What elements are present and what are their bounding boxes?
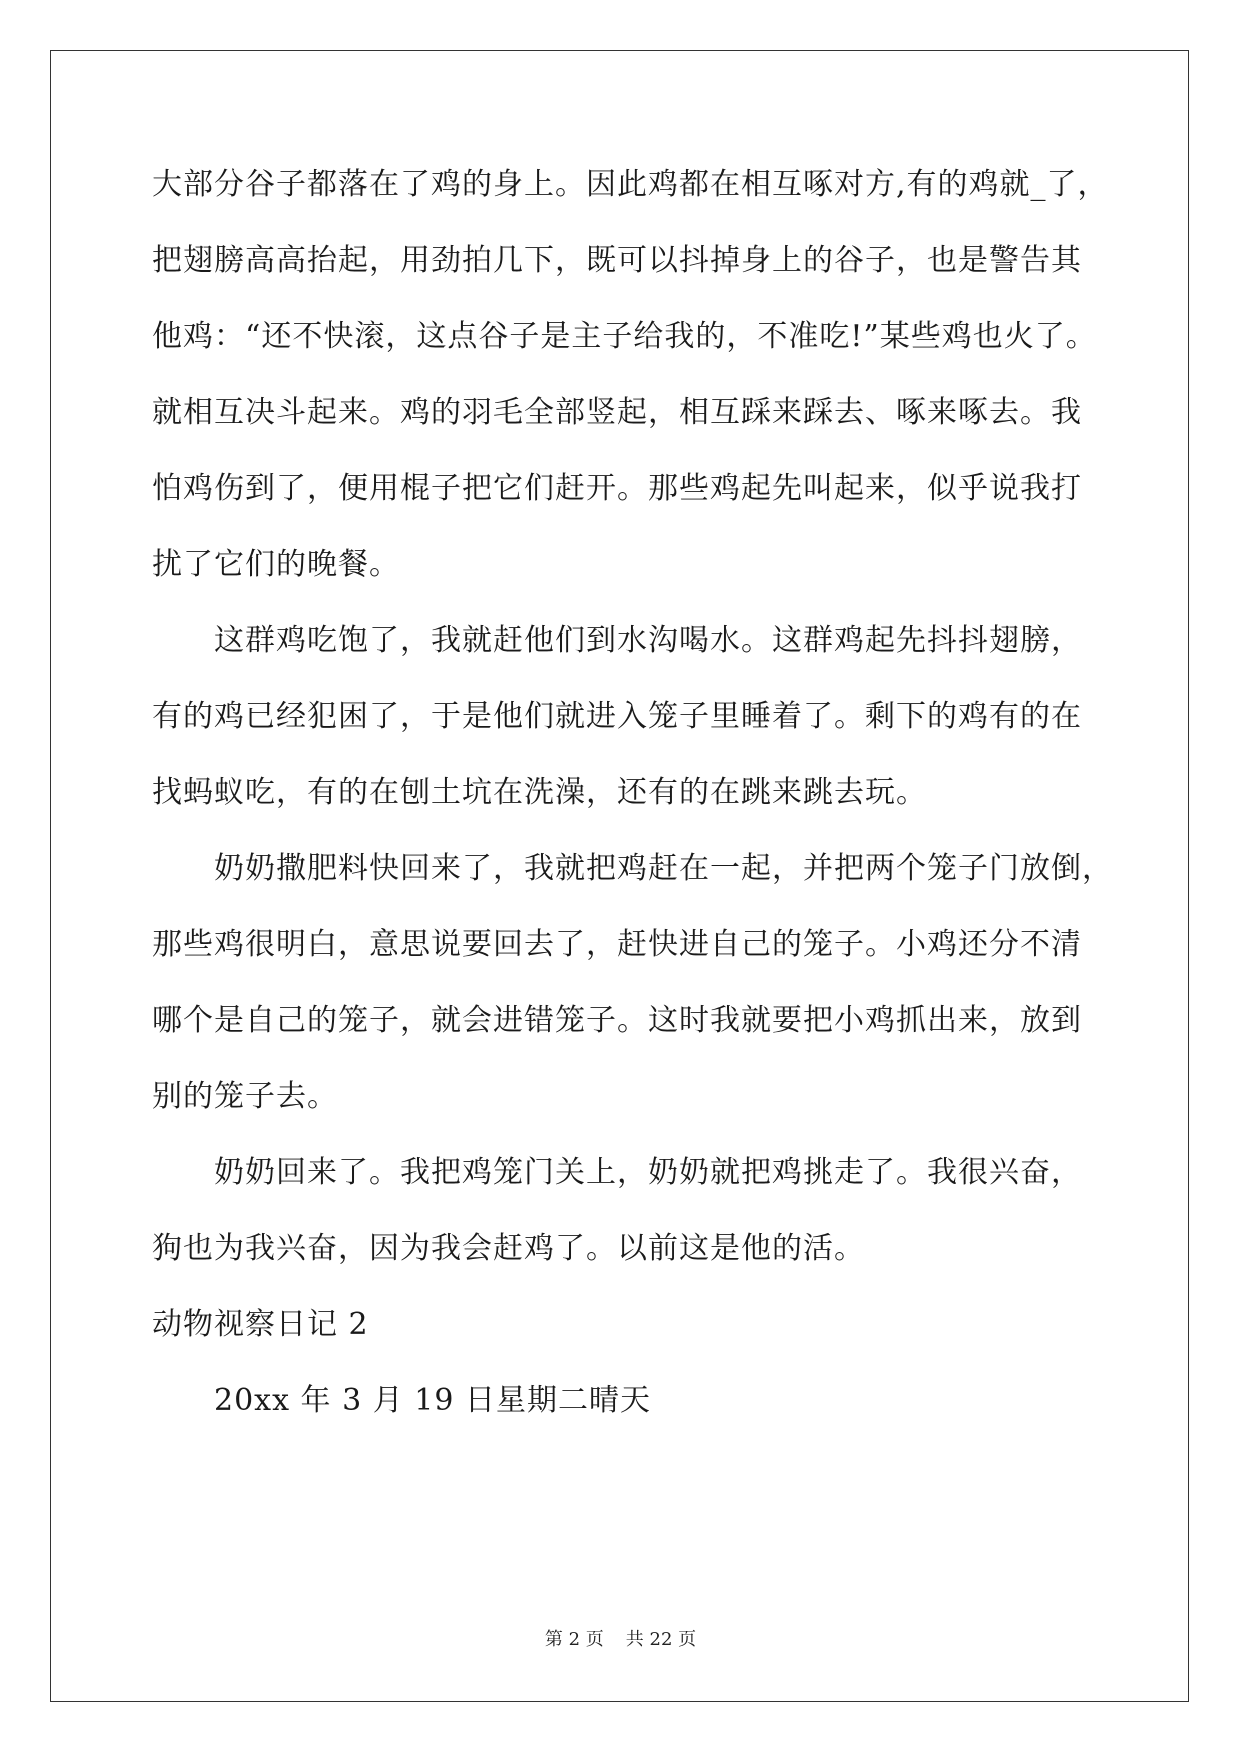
section-heading: 动物视察日记 2 — [152, 1307, 369, 1342]
text-line-12: 哪个是自己的笼子，就会进错笼子。这时我就要把小鸡抓出来，放到 — [152, 1003, 1082, 1038]
text-line-11: 那些鸡很明白，意思说要回去了，赶快进自己的笼子。小鸡还分不清 — [152, 927, 1082, 962]
text-line-2: 把翅膀高高抬起，用劲拍几下，既可以抖掉身上的谷子，也是警告其 — [152, 243, 1082, 278]
text-line-14: 奶奶回来了。我把鸡笼门关上，奶奶就把鸡挑走了。我很兴奋， — [214, 1155, 1082, 1190]
text-line-3: 他鸡：“还不快滚，这点谷子是主子给我的，不准吃!”某些鸡也火了。 — [152, 319, 1097, 354]
text-line-8: 有的鸡已经犯困了，于是他们就进入笼子里睡着了。剩下的鸡有的在 — [152, 699, 1082, 734]
page-footer — [0, 1628, 1241, 1652]
document-body — [152, 165, 1113, 1457]
text-line-9: 找蚂蚁吃，有的在刨土坑在洗澡，还有的在跳来跳去玩。 — [152, 775, 927, 810]
text-line-7: 这群鸡吃饱了，我就赶他们到水沟喝水。这群鸡起先抖抖翅膀， — [214, 623, 1082, 658]
text-line-6: 扰了它们的晚餐。 — [152, 547, 400, 582]
page-total: 共 22 页 — [625, 1629, 697, 1650]
text-line-10: 奶奶撒肥料快回来了，我就把鸡赶在一起，并把两个笼子门放倒， — [214, 851, 1113, 886]
text-line-5: 怕鸡伤到了，便用棍子把它们赶开。那些鸡起先叫起来，似乎说我打 — [152, 471, 1082, 506]
text-line-4: 就相互决斗起来。鸡的羽毛全部竖起，相互踩来踩去、啄来啄去。我 — [152, 395, 1082, 430]
text-line-13: 别的笼子去。 — [152, 1079, 338, 1114]
text-line-15: 狗也为我兴奋，因为我会赶鸡了。以前这是他的活。 — [152, 1231, 865, 1266]
text-line-1: 大部分谷子都落在了鸡的身上。因此鸡都在相互啄对方,有的鸡就_了， — [152, 167, 1109, 202]
page-number: 第 2 页 — [544, 1629, 604, 1650]
date-line: 20xx 年 3 月 19 日星期二晴天 — [214, 1383, 651, 1418]
